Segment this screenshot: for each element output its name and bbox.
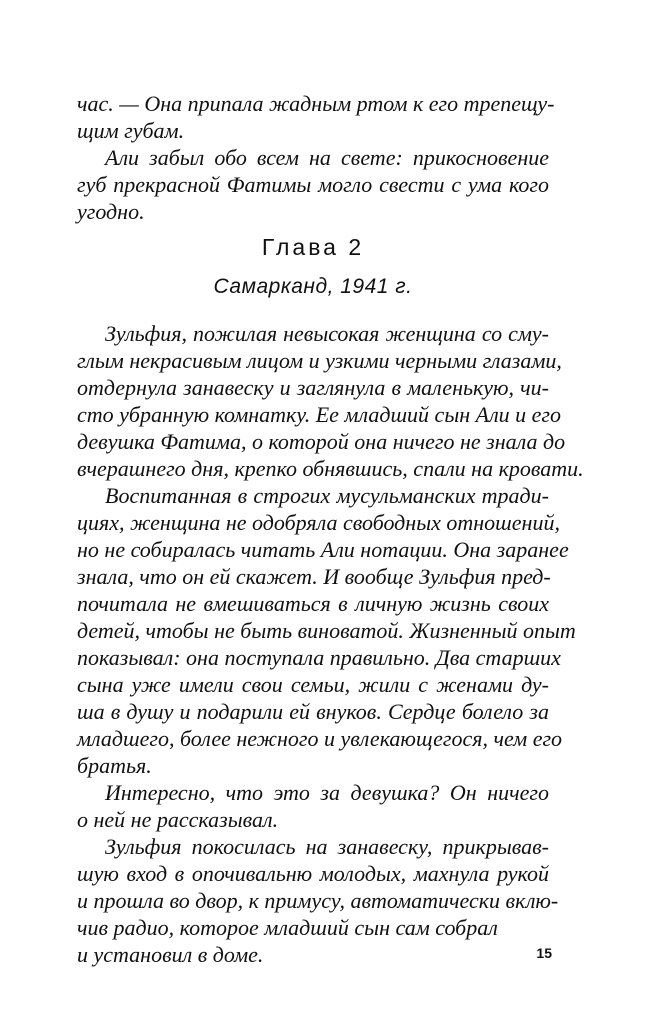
text-line: братья. xyxy=(77,753,152,778)
text-line: час. — Она припала жадным ртом к его трепещу- xyxy=(77,91,555,116)
text-line: о ней не рассказывал. xyxy=(77,807,279,832)
text-line: глым некрасивым лицом и узкими черными глазами, xyxy=(77,348,562,373)
text-line: Али забыл обо всем на свете: прикосновение xyxy=(105,145,549,170)
chapter-title: Глава 2 xyxy=(261,234,365,260)
text-line: младшего, более нежного и увлекающегося, чем его xyxy=(77,726,563,751)
text-line: чив радио, которое младший сын сам собрал xyxy=(77,915,498,940)
text-line: сто убранную комнатку. Ее младший сын Али и его xyxy=(77,402,562,427)
text-line: шую вход в опочивальню молодых, махнула рукой xyxy=(77,861,549,886)
text-line: девушка Фатима, о которой она ничего не знала до xyxy=(77,429,566,454)
text-line: циях, женщина не одобряла свободных отношений, xyxy=(77,510,560,535)
text-line: Зульфия покосилась на занавеску, прикрывав- xyxy=(105,834,549,859)
text-line: ша в душу и подарили ей внуков. Сердце болело за xyxy=(77,699,549,724)
text-line: щим губам. xyxy=(77,118,185,143)
text-line: губ прекрасной Фатимы могло свести с ума кого xyxy=(77,172,549,197)
text-line: знала, что он ей скажет. И вообще Зульфия пред- xyxy=(77,564,551,589)
text-line: Воспитанная в строгих мусульманских тради- xyxy=(105,483,549,508)
text-line: угодно. xyxy=(77,199,145,224)
text-line: и прошла во двор, к примусу, автоматически вклю- xyxy=(77,888,559,913)
chapter-subtitle: Самарканд, 1941 г. xyxy=(213,275,413,298)
page-number: 15 xyxy=(536,945,552,961)
text-line: детей, чтобы не быть виноватой. Жизненный опыт xyxy=(77,618,576,643)
text-line: но не собиралась читать Али нотации. Она заранее xyxy=(77,537,569,562)
text-line: Интересно, что это за девушка? Он ничего xyxy=(105,780,549,805)
text-line: отдернула занавеску и заглянула в маленькую, чи- xyxy=(77,375,549,400)
text-line: и установил в доме. xyxy=(77,942,264,967)
text-line: показывал: она поступала правильно. Два старших xyxy=(77,645,561,670)
text-line: сына уже имели свои семьи, жили с женами ду- xyxy=(77,672,549,697)
text-line: вчерашнего дня, крепко обнявшись, спали на кровати. xyxy=(77,456,584,481)
text-line: почитала не вмешиваться в личную жизнь своих xyxy=(77,591,549,616)
text-line: Зульфия, пожилая невысокая женщина со сму- xyxy=(105,321,549,346)
